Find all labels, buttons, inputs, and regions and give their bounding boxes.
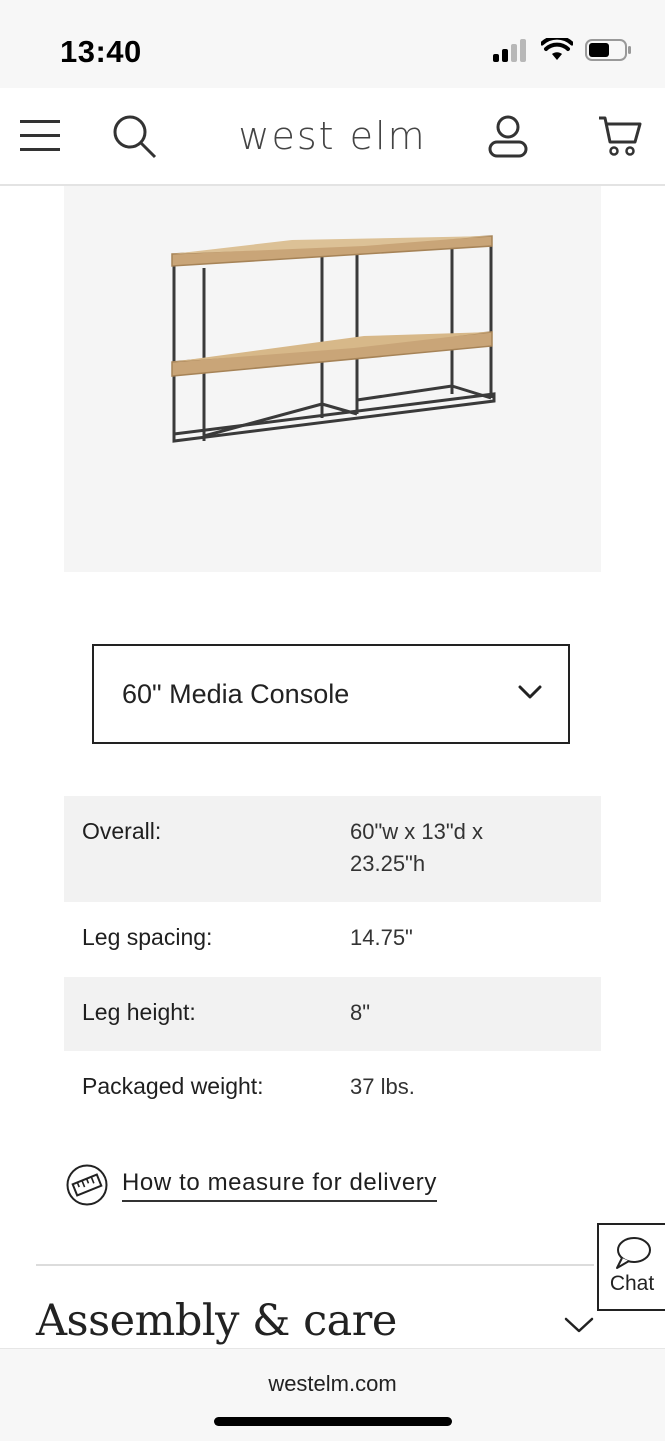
cart-button[interactable] [596, 112, 644, 160]
table-row [64, 902, 601, 977]
brand-logo[interactable]: west elm [238, 114, 427, 158]
chat-button[interactable] [597, 1223, 665, 1311]
dimension-value: 60"w x 13"d x 23.25"h [350, 819, 484, 876]
wifi-icon [541, 38, 573, 62]
status-bar [0, 0, 665, 88]
dimensions-table [64, 796, 601, 1125]
size-select[interactable] [92, 644, 570, 744]
cart-icon [597, 114, 643, 158]
table-row [64, 1051, 601, 1125]
user-icon [487, 114, 529, 158]
site-header [0, 88, 665, 186]
dimension-value: 37 lbs. [350, 1074, 415, 1099]
measure-delivery-link[interactable] [66, 1163, 437, 1207]
table-row [64, 796, 601, 902]
chat-label: Chat [609, 1272, 655, 1295]
dimension-value: 14.75" [350, 925, 413, 950]
dimension-value: 8" [350, 1000, 371, 1025]
battery-icon [585, 38, 633, 62]
url-text[interactable]: westelm.com [268, 1371, 397, 1396]
tape-measure-icon [66, 1164, 108, 1206]
chat-bubble-icon [613, 1235, 653, 1271]
table-row [64, 977, 601, 1051]
dimension-label: Overall: [82, 818, 162, 844]
chevron-down-icon [518, 684, 542, 700]
account-button[interactable] [484, 112, 532, 160]
chevron-down-icon[interactable] [563, 1315, 595, 1335]
media-console-illustration [64, 186, 601, 572]
status-icons [493, 38, 633, 62]
assembly-care-heading[interactable]: Assembly & care [36, 1296, 397, 1346]
dimension-label: Packaged weight: [82, 1073, 264, 1099]
status-time: 13:40 [60, 34, 142, 69]
section-divider [36, 1264, 594, 1266]
measure-delivery-label[interactable]: How to measure for delivery [122, 1169, 437, 1202]
home-indicator[interactable] [214, 1417, 452, 1426]
dimension-label: Leg height: [82, 999, 196, 1025]
product-image[interactable] [64, 186, 601, 572]
dimension-label: Leg spacing: [82, 924, 213, 950]
size-select-value: 60" Media Console [122, 679, 350, 709]
cellular-signal-icon [493, 38, 529, 62]
browser-url-bar[interactable] [0, 1348, 665, 1441]
